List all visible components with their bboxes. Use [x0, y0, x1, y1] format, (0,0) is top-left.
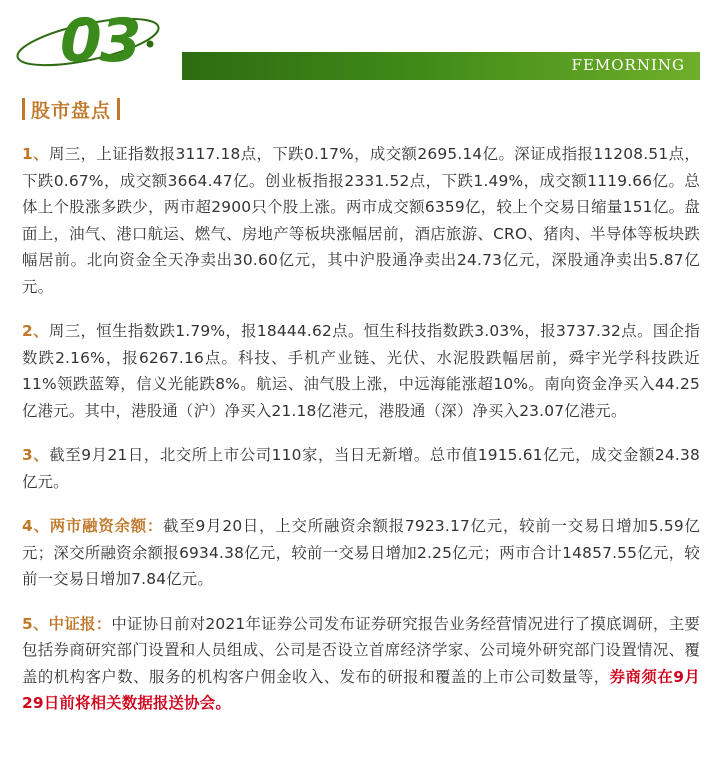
item-number: 4、	[22, 517, 50, 535]
item-text: 截至9月20日，上交所融资余额报7923.17亿元，较前一交易日增加5.59亿元；深交所融资余额报6934.38亿元，较前一交易日增加2.25亿元；两市合计14857.55亿元，较前一交易日增加7.84亿元。	[22, 517, 701, 588]
brand-name: FEMORNING	[571, 56, 685, 74]
item-number: 1、	[22, 145, 49, 163]
section-header	[0, 0, 725, 90]
news-item-4	[22, 513, 700, 593]
section-title-text: 股市盘点	[31, 99, 112, 122]
section-number: 03	[60, 6, 140, 76]
item-number: 2、	[22, 322, 49, 340]
news-item-3	[22, 442, 700, 495]
title-right-bar	[117, 98, 120, 120]
orbit-dot	[147, 41, 154, 48]
news-item-2	[22, 318, 700, 424]
item-number: 3、	[22, 446, 50, 464]
item-text: 中证协日前对2021年证券公司发布证券研究报告业务经营情况进行了摸底调研，主要包括券商研究部门设置和人员组成、公司是否设立首席经济学家、公司境外研究部门设置情况、覆盖的机构客户数、服务的机构客户佣金收入、发布的研报和覆盖的上市公司数量等，	[22, 614, 700, 686]
news-item-1	[22, 141, 700, 300]
title-left-bar	[22, 98, 25, 120]
item-text: 周三，恒生指数跌1.79%，报18444.62点。恒生科技指数跌3.03%，报3737.32点。国企指数跌2.16%，报6267.16点。科技、手机产业链、光伏、水泥股跌幅居前，舜宇光学科技跌近11%领跌蓝筹，信义光能跌8%。航运、油气股上涨，中远海能涨超10%。南向资金净买入44.25亿港元。其中，港股通（沪）净买入21.18亿港元，港股通（深）净买入23.07亿港元。	[22, 322, 700, 420]
news-item-5	[22, 611, 700, 717]
news-list	[22, 141, 700, 735]
item-text: 截至9月21日，北交所上市公司110家，当日无新增。总市值1915.61亿元，成交金额24.38亿元。	[22, 446, 700, 491]
item-label: 两市融资余额：	[49, 517, 164, 535]
item-number: 5、	[22, 614, 49, 633]
item-highlight: 券商须在9月29日前将相关数据报送协会。	[22, 667, 700, 712]
item-text: 周三，上证指数报3117.18点，下跌0.17%，成交额2695.14亿。深证成指报11208.51点，下跌0.67%，成交额3664.47亿。创业板指报2331.52点，下跌1.49%，成交额1119.66亿。总体上个股涨多跌少，两市超2900只个股上涨。两市成交额6359亿，较上个交易日缩量151亿。盘面上，油气、港口航运、燃气、房地产等板块涨幅居前，酒店旅游、CRO、猪肉、半导体等板块跌幅居前。北向资金全天净卖出30.60亿元，其中沪股通净卖出24.73亿元，深股通净卖出5.87亿元。	[22, 145, 700, 296]
item-label: 中证报：	[48, 614, 112, 633]
section-title	[22, 96, 120, 122]
